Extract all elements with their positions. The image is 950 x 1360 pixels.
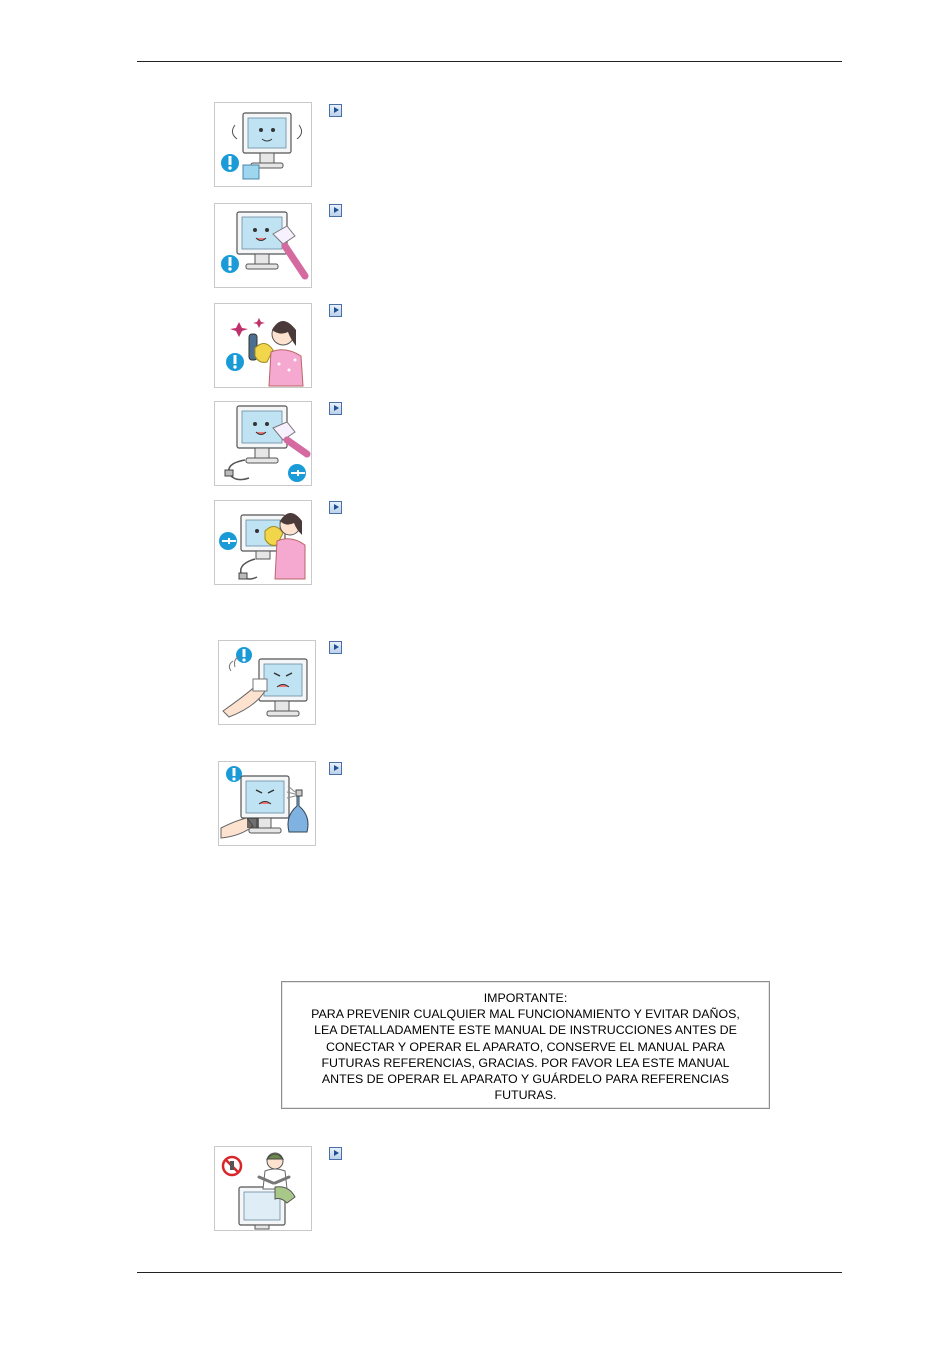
- notice-line: FUTURAS.: [494, 1088, 557, 1103]
- notice-line: ANTES DE OPERAR EL APARATO Y GUÁRDELO PARA REFERENCIAS: [321, 1072, 730, 1087]
- footer-rule: [137, 1272, 842, 1273]
- illustration-clean-part: [214, 303, 312, 388]
- notice-line: LEA DETALLADAMENTE ESTE MANUAL DE INSTRUCCIONES ANTES DE: [314, 1023, 737, 1038]
- play-arrow-bullet-icon: [329, 402, 342, 415]
- notice-line: PARA PREVENIR CUALQUIER MAL FUNCIONAMIENTO Y EVITAR DAÑOS,: [311, 1007, 740, 1022]
- notice-line: FUTURAS REFERENCIAS, GRACIAS. POR FAVOR LEA ESTE MANUAL: [321, 1055, 730, 1070]
- play-arrow-bullet-icon: [329, 501, 342, 514]
- play-arrow-bullet-icon: [329, 104, 342, 117]
- illustration-unplug-clean-cabinet: [214, 500, 312, 585]
- important-notice-box: [281, 981, 770, 1109]
- play-arrow-bullet-icon: [329, 641, 342, 654]
- illustration-soft-cloth: [214, 203, 312, 288]
- header-rule: [137, 61, 842, 62]
- play-arrow-bullet-icon: [329, 204, 342, 217]
- play-arrow-bullet-icon: [329, 304, 342, 317]
- illustration-unplug-clean-screen: [214, 401, 312, 486]
- illustration-no-disassemble: [214, 1146, 312, 1231]
- illustration-wipe-screen: [214, 102, 312, 187]
- play-arrow-bullet-icon: [329, 1147, 342, 1160]
- play-arrow-bullet-icon: [329, 762, 342, 775]
- illustration-no-spray-directly: [218, 761, 316, 846]
- notice-heading: IMPORTANTE:: [483, 991, 568, 1005]
- illustration-no-wipe-directly: [218, 640, 316, 725]
- notice-line: CONECTAR Y OPERAR EL APARATO, CONSERVE EL MANUAL PARA: [326, 1039, 725, 1054]
